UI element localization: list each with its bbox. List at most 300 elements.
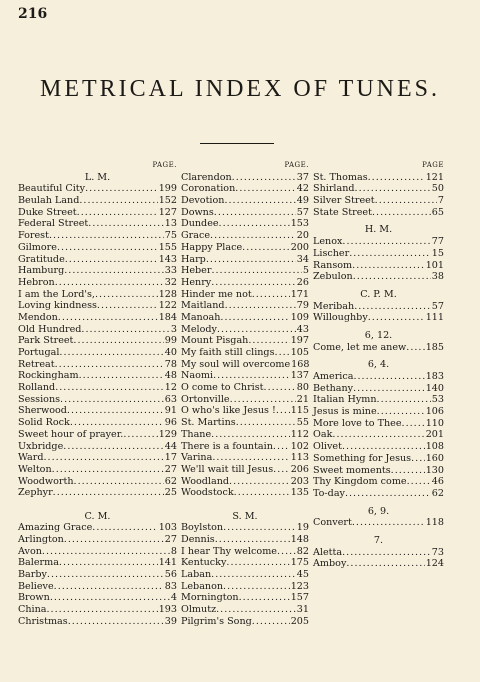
dot-leader xyxy=(211,277,296,289)
tune-page-number: 109 xyxy=(290,311,309,323)
tune-page-number: 8 xyxy=(170,545,177,557)
tune-name: St. Martins xyxy=(181,417,236,429)
tune-name: We'll wait till Jesus xyxy=(181,463,274,475)
tune-name: State Street xyxy=(313,206,372,218)
tune-name: Silver Street xyxy=(313,195,375,207)
dot-leader xyxy=(368,312,425,324)
tune-entry xyxy=(18,242,177,254)
dot-leader xyxy=(354,301,431,313)
dot-leader xyxy=(223,581,290,593)
dot-leader xyxy=(123,429,157,441)
dot-leader xyxy=(407,476,431,488)
dot-leader xyxy=(235,183,296,195)
tune-page-number: 42 xyxy=(296,183,309,195)
tune-entry xyxy=(18,394,177,406)
tune-entry xyxy=(18,370,177,382)
tune-entry xyxy=(313,207,444,219)
dot-leader xyxy=(85,183,158,195)
page-title: METRICAL INDEX OF TUNES. xyxy=(40,76,440,102)
tune-name: Hebron xyxy=(18,276,55,288)
tune-name: Grace xyxy=(181,230,211,242)
tune-entry xyxy=(313,465,444,477)
tune-name: My soul will overcome xyxy=(181,358,291,370)
tune-page-number: 48 xyxy=(164,370,177,382)
dot-leader xyxy=(70,417,164,429)
tune-entry xyxy=(18,277,177,289)
tune-entry xyxy=(181,581,309,593)
tune-name: Meribah xyxy=(313,300,355,312)
tune-name: Park Street xyxy=(18,335,74,347)
tune-page-number: 102 xyxy=(290,440,309,452)
tune-page-number: 50 xyxy=(431,183,444,195)
tune-page-number: 193 xyxy=(158,604,177,616)
dot-leader xyxy=(346,558,424,570)
dot-leader xyxy=(55,359,164,371)
dot-leader xyxy=(214,207,296,219)
tune-page-number: 65 xyxy=(431,206,444,218)
tune-page-number: 45 xyxy=(296,569,309,581)
tune-page-number: 143 xyxy=(158,253,177,265)
tune-page-number: 127 xyxy=(158,206,177,218)
dot-leader xyxy=(248,335,289,347)
tune-page-number: 53 xyxy=(431,394,444,406)
tune-name: Kentucky xyxy=(181,557,227,569)
tune-name: Harp xyxy=(181,253,206,265)
tune-name: Italian Hymn xyxy=(313,394,377,406)
tune-name: Olmutz xyxy=(181,604,217,616)
tune-page-number: 157 xyxy=(290,592,309,604)
dot-leader xyxy=(58,312,158,324)
tune-entry xyxy=(181,592,309,604)
dot-leader xyxy=(49,230,164,242)
tune-name: Rockingham xyxy=(18,370,79,382)
tune-page-number: 200 xyxy=(290,241,309,253)
tune-name: I hear Thy welcome xyxy=(181,545,277,557)
tune-name: Pilgrim's Song xyxy=(181,615,252,627)
tune-page-number: 111 xyxy=(425,312,444,324)
tune-entry xyxy=(18,230,177,242)
tune-page-number: 103 xyxy=(158,522,177,534)
dot-leader xyxy=(276,405,290,417)
tune-entry xyxy=(18,300,177,312)
dot-leader xyxy=(220,312,289,324)
tune-page-number: 34 xyxy=(296,253,309,265)
tune-name: Barby xyxy=(18,569,47,581)
tune-entry xyxy=(18,312,177,324)
tune-page-number: 27 xyxy=(164,534,177,545)
tune-entry xyxy=(313,195,444,207)
tune-page-number: 46 xyxy=(431,476,444,488)
dot-leader xyxy=(236,417,296,429)
tune-name: I am the Lord's, xyxy=(18,288,95,300)
dot-leader xyxy=(42,546,170,558)
tune-page-number: 7 xyxy=(437,195,444,207)
tune-name: Mendon xyxy=(18,311,58,323)
tune-name: Devotion xyxy=(181,195,225,207)
tune-page-number: 78 xyxy=(164,358,177,370)
tune-name: Sherwood xyxy=(18,405,67,417)
dot-leader xyxy=(215,534,290,546)
meter-section-heading: C. M. xyxy=(84,510,111,522)
tune-page-number: 77 xyxy=(431,236,444,248)
tune-name: Bethany xyxy=(313,382,354,394)
tune-entry xyxy=(181,546,309,558)
tune-page-number: 91 xyxy=(164,405,177,417)
tune-entry xyxy=(18,324,177,336)
tune-entry xyxy=(313,394,444,406)
dot-leader xyxy=(79,370,164,382)
tune-page-number: 171 xyxy=(290,288,309,300)
tune-entry xyxy=(181,230,309,242)
dot-leader xyxy=(213,370,290,382)
meter-section-heading: 6, 9. xyxy=(367,505,390,517)
dot-leader xyxy=(59,347,163,359)
dot-leader xyxy=(52,464,164,476)
tune-page-number: 82 xyxy=(296,545,309,557)
dot-leader xyxy=(377,406,425,418)
dot-leader xyxy=(43,452,163,464)
tune-page-number: 40 xyxy=(164,347,177,358)
tune-entry xyxy=(18,335,177,347)
tune-entry xyxy=(181,172,309,184)
index-column-1 xyxy=(18,160,177,628)
tune-page-number: 56 xyxy=(164,569,177,581)
dot-leader xyxy=(74,476,164,488)
tune-name: Beautiful City xyxy=(18,183,86,195)
tune-entry xyxy=(18,441,177,453)
meter-section-heading: 6, 4. xyxy=(367,359,390,371)
dot-leader xyxy=(57,242,158,254)
tune-name: America xyxy=(313,371,354,382)
tune-page-number: 25 xyxy=(164,487,177,499)
tune-page-number: 106 xyxy=(425,406,444,418)
dot-leader xyxy=(355,183,431,195)
tune-page-number: 17 xyxy=(164,452,177,464)
tune-name: Lenox xyxy=(313,236,343,248)
tune-entry xyxy=(181,300,309,312)
tune-entry xyxy=(181,557,309,569)
tune-page-number: 112 xyxy=(290,428,309,440)
tune-entry xyxy=(181,254,309,266)
tune-name: Forest xyxy=(18,230,49,242)
tune-page-number: 130 xyxy=(425,464,444,476)
tune-page-number: 26 xyxy=(296,276,309,288)
dot-leader xyxy=(342,441,425,453)
section-spacer xyxy=(181,499,309,511)
tune-name: Zebulon xyxy=(313,271,353,283)
dot-leader xyxy=(92,522,157,534)
tune-entry xyxy=(313,248,444,260)
tune-name: To-day xyxy=(313,487,345,499)
tune-entry xyxy=(313,488,444,500)
tune-name: Ortonville xyxy=(181,393,230,405)
tune-entry xyxy=(181,452,309,464)
tune-name: Old Hundred xyxy=(18,323,82,335)
tune-entry xyxy=(181,347,309,359)
tune-name: Heber xyxy=(181,265,212,277)
tune-entry xyxy=(313,183,444,195)
tune-page-number: 57 xyxy=(296,206,309,218)
tune-page-number: 184 xyxy=(158,311,177,323)
tune-name: Beulah Land xyxy=(18,195,80,207)
tune-name: Ward xyxy=(18,452,44,464)
tune-name: There is a fountain xyxy=(181,440,273,452)
tune-entry xyxy=(181,207,309,219)
dot-leader xyxy=(212,452,289,464)
tune-name: Happy Place xyxy=(181,241,243,253)
tune-name: Coronation xyxy=(181,183,236,195)
dot-leader xyxy=(264,382,296,394)
tune-page-number: 63 xyxy=(164,393,177,405)
dot-leader xyxy=(210,230,296,242)
tune-entry xyxy=(181,464,309,476)
dot-leader xyxy=(353,371,424,383)
tune-name: Hamburg xyxy=(18,265,65,277)
tune-name: Clarendon xyxy=(181,171,232,183)
tune-page-number: 175 xyxy=(290,557,309,569)
tune-name: Sweet hour of prayer. xyxy=(18,428,124,440)
dot-leader xyxy=(352,517,425,529)
tune-page-number: 123 xyxy=(290,580,309,592)
tune-page-number: 137 xyxy=(290,370,309,382)
tune-entry xyxy=(181,569,309,581)
dot-leader xyxy=(64,265,164,277)
tune-name: Shirland xyxy=(313,183,355,195)
tune-entry xyxy=(181,429,309,441)
tune-name: Balerma xyxy=(18,557,59,569)
tune-name: Melody xyxy=(181,323,217,335)
tune-page-number: 21 xyxy=(296,393,309,405)
tune-name: Christmas xyxy=(18,615,68,627)
tune-entry xyxy=(18,359,177,371)
tune-entry xyxy=(181,534,309,546)
index-column-2 xyxy=(181,160,309,628)
tune-name: Boylston xyxy=(181,522,224,534)
dot-leader xyxy=(224,195,295,207)
dot-leader xyxy=(252,289,290,301)
tune-name: Thy Kingdom come xyxy=(313,476,407,488)
tune-page-number: 31 xyxy=(296,604,309,616)
tune-name: Jesus is mine xyxy=(313,406,377,418)
dot-leader xyxy=(332,429,424,441)
tune-name: Come, let me anew xyxy=(313,341,407,353)
dot-leader xyxy=(406,342,424,354)
tune-page-number: 168 xyxy=(291,358,310,370)
tune-name: Varina xyxy=(181,452,213,464)
tune-name: Mornington xyxy=(181,592,239,604)
tune-entry xyxy=(18,522,177,534)
dot-leader xyxy=(73,335,163,347)
dot-leader xyxy=(353,271,431,283)
tune-page-number: 43 xyxy=(296,323,309,335)
tune-entry xyxy=(18,581,177,593)
tune-entry xyxy=(181,417,309,429)
tune-page-number: 183 xyxy=(425,371,444,382)
tune-page-number: 27 xyxy=(164,463,177,475)
tune-page-number: 153 xyxy=(290,218,309,230)
tune-entry xyxy=(181,394,309,406)
meter-section-heading: 6, 12. xyxy=(364,329,393,341)
page-column-header: PAGE xyxy=(422,161,444,169)
tune-entry xyxy=(18,429,177,441)
index-column-3 xyxy=(313,160,444,570)
tune-name: Oak xyxy=(313,429,333,441)
dot-leader xyxy=(211,569,296,581)
tune-entry xyxy=(313,383,444,395)
tune-entry xyxy=(18,417,177,429)
tune-page-number: 140 xyxy=(425,382,444,394)
dot-leader xyxy=(47,569,164,581)
tune-page-number: 15 xyxy=(431,247,444,259)
tune-page-number: 49 xyxy=(296,195,309,207)
dot-leader xyxy=(252,616,290,628)
tune-name: Aletta xyxy=(313,546,343,558)
tune-name: Sweet moments xyxy=(313,464,391,476)
dot-leader xyxy=(230,394,296,406)
tune-page-number: 57 xyxy=(431,300,444,312)
tune-name: Gratitude xyxy=(18,253,65,265)
tune-entry xyxy=(18,557,177,569)
dot-leader xyxy=(342,236,430,248)
tune-name: Laban xyxy=(181,569,212,581)
tune-name: More love to Thee xyxy=(313,417,402,429)
dot-leader xyxy=(79,195,157,207)
tune-entry xyxy=(181,265,309,277)
tune-entry xyxy=(181,405,309,417)
tune-page-number: 99 xyxy=(164,335,177,347)
dot-leader xyxy=(67,405,164,417)
dot-leader xyxy=(242,242,290,254)
tune-entry xyxy=(313,476,444,488)
tune-entry xyxy=(313,236,444,248)
dot-leader xyxy=(411,453,425,465)
tune-page-number: 75 xyxy=(164,230,177,242)
tune-entry xyxy=(18,405,177,417)
tune-entry xyxy=(18,487,177,499)
tune-page-number: 62 xyxy=(431,487,444,499)
dot-leader xyxy=(219,218,290,230)
tune-entry xyxy=(181,183,309,195)
tune-name: Dundee xyxy=(181,218,219,230)
dot-leader xyxy=(372,207,431,219)
tune-entry xyxy=(313,301,444,313)
dot-leader xyxy=(375,195,437,207)
tune-name: Gilmore xyxy=(18,241,57,253)
tune-name: Uxbridge xyxy=(18,440,64,452)
meter-section-heading: H. M. xyxy=(364,224,393,236)
tune-name: Willoughby xyxy=(313,312,368,324)
dot-leader xyxy=(232,172,296,184)
dot-leader xyxy=(63,441,164,453)
tune-name: Brown xyxy=(18,592,50,604)
dot-leader xyxy=(55,382,164,394)
dot-leader xyxy=(377,394,431,406)
tune-name: Naomi xyxy=(181,370,214,382)
tune-entry xyxy=(313,453,444,465)
tune-name: Henry xyxy=(181,276,212,288)
tune-name: Woodstock xyxy=(181,487,234,499)
tune-page-number: 83 xyxy=(164,580,177,592)
tune-page-number: 141 xyxy=(158,557,177,569)
tune-entry xyxy=(18,452,177,464)
tune-page-number: 115 xyxy=(290,405,309,417)
dot-leader xyxy=(342,547,431,559)
tune-entry xyxy=(18,569,177,581)
dot-leader xyxy=(226,557,289,569)
tune-name: Welton xyxy=(18,463,52,475)
tune-page-number: 118 xyxy=(425,517,444,529)
tune-name: Amazing Grace xyxy=(18,522,93,534)
tune-page-number: 122 xyxy=(158,300,177,312)
dot-leader xyxy=(229,476,290,488)
tune-page-number: 205 xyxy=(290,615,309,627)
tune-entry xyxy=(18,592,177,604)
tune-page-number: 79 xyxy=(296,300,309,312)
tune-entry xyxy=(18,464,177,476)
dot-leader xyxy=(368,172,425,184)
tune-page-number: 185 xyxy=(425,341,444,353)
tune-entry xyxy=(181,359,309,371)
tune-page-number: 206 xyxy=(290,463,309,475)
tune-name: Federal Street xyxy=(18,218,89,230)
tune-page-number: 108 xyxy=(425,441,444,453)
tune-name: China xyxy=(18,604,47,616)
tune-name: Hinder me not xyxy=(181,288,252,300)
tune-entry xyxy=(181,289,309,301)
tune-page-number: 113 xyxy=(290,452,309,464)
tune-name: Portugal xyxy=(18,347,60,358)
tune-entry xyxy=(181,370,309,382)
tune-entry xyxy=(18,347,177,359)
page-number: 216 xyxy=(18,6,48,22)
tune-page-number: 148 xyxy=(290,534,309,545)
tune-name: O who's like Jesus ! xyxy=(181,405,276,417)
dot-leader xyxy=(211,429,290,441)
tune-entry xyxy=(18,195,177,207)
tune-page-number: 197 xyxy=(290,335,309,347)
tune-name: Amboy xyxy=(313,558,347,570)
tune-page-number: 160 xyxy=(425,452,444,464)
tune-entry xyxy=(313,558,444,570)
tune-entry xyxy=(313,172,444,184)
tune-entry xyxy=(313,312,444,324)
tune-page-number: 152 xyxy=(158,195,177,207)
tune-page-number: 38 xyxy=(431,271,444,283)
dot-leader xyxy=(223,522,296,534)
tune-name: Solid Rock xyxy=(18,417,70,429)
tune-entry xyxy=(18,254,177,266)
tune-name: Avon xyxy=(18,545,42,557)
tune-name: Dennis xyxy=(181,534,215,545)
tune-name: Zephyr xyxy=(18,487,53,499)
tune-name: Maitland xyxy=(181,300,225,312)
dot-leader xyxy=(352,260,425,272)
tune-name: Manoah xyxy=(181,311,221,323)
dot-leader xyxy=(77,207,158,219)
tune-entry xyxy=(181,324,309,336)
dot-leader xyxy=(95,289,158,301)
dot-leader xyxy=(65,254,158,266)
tune-entry xyxy=(181,312,309,324)
tune-page-number: 80 xyxy=(296,382,309,394)
dot-leader xyxy=(273,441,290,453)
tune-name: Rolland xyxy=(18,382,56,394)
tune-entry xyxy=(313,441,444,453)
tune-entry xyxy=(181,277,309,289)
dot-leader xyxy=(64,534,164,546)
tune-name: Olivet xyxy=(313,441,342,453)
tune-name: Convert xyxy=(313,517,352,529)
